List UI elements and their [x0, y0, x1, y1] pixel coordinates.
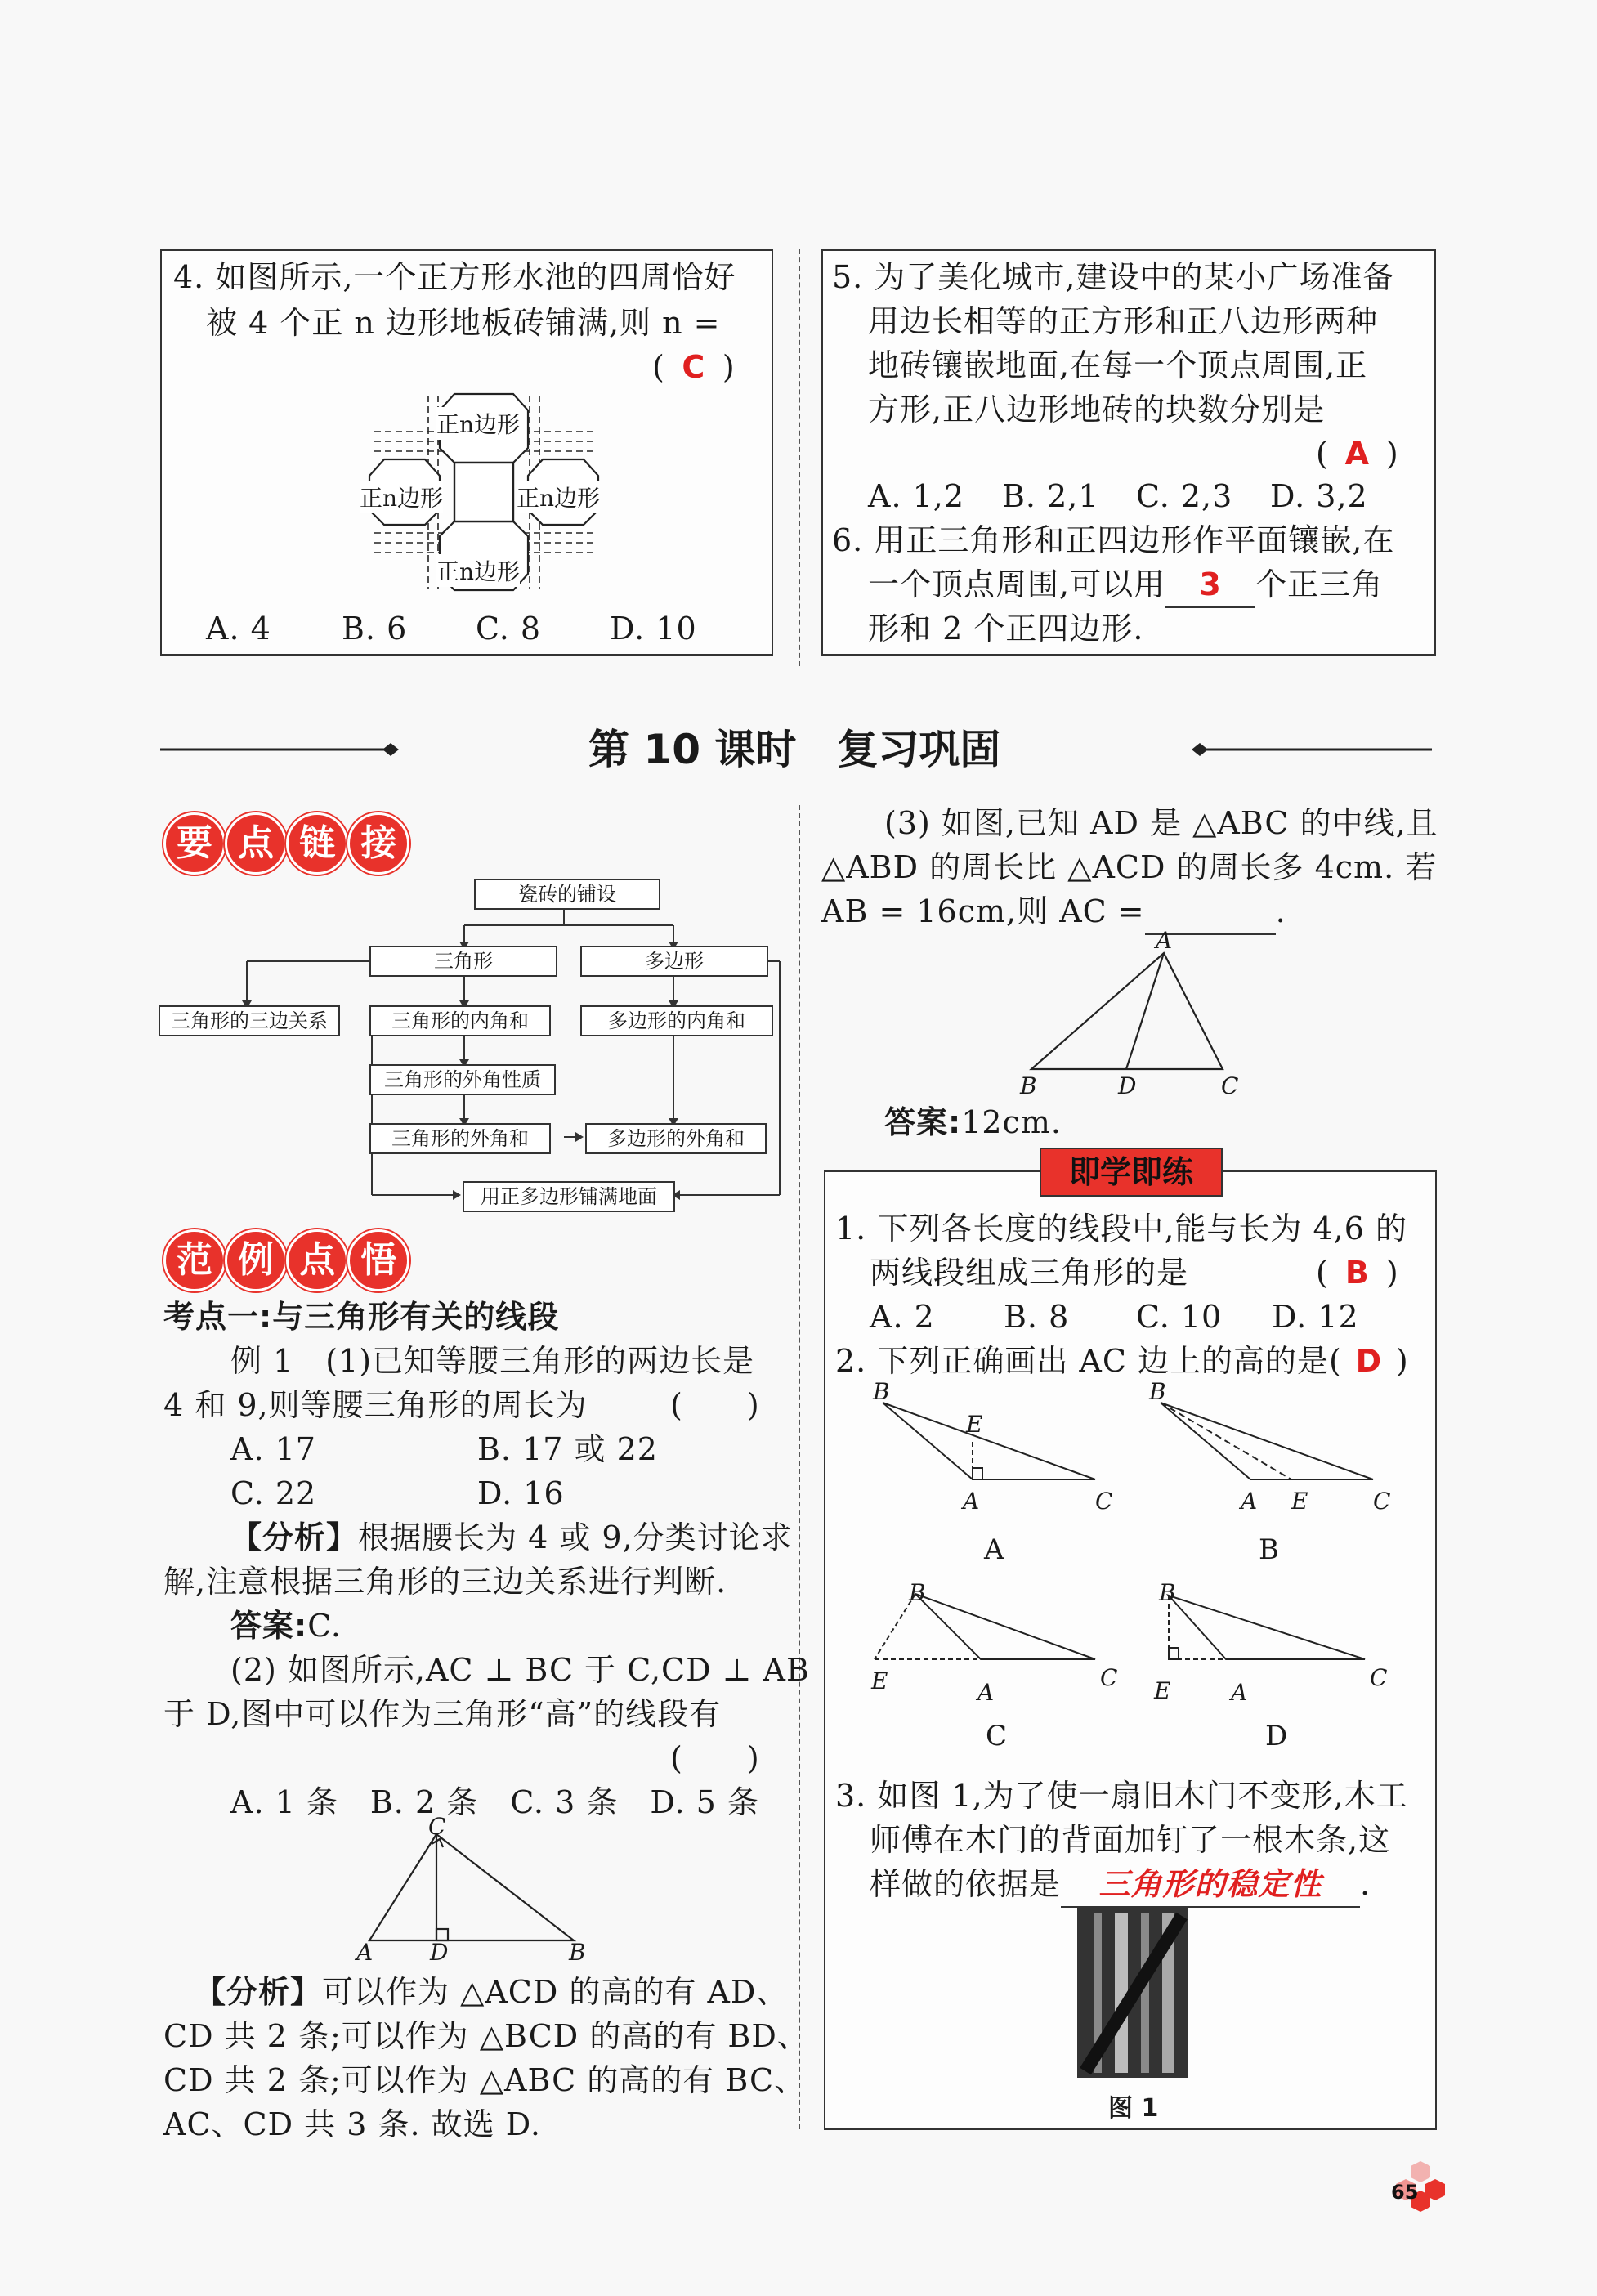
practice-q1-option-c: C. 10	[1136, 1299, 1223, 1335]
ex3-answer	[884, 1100, 1062, 1144]
ex1-fig-label-b: B	[569, 1939, 586, 1966]
column-divider-top	[798, 249, 800, 666]
flowchart-connectors	[155, 875, 793, 1218]
ex1-line2: 4 和 9,则等腰三角形的周长为	[163, 1387, 588, 1423]
q4-tile-label-top: 正n边形	[436, 407, 520, 440]
q2-fig-d-label-b: B	[1159, 1579, 1176, 1606]
q2-fig-b-label-a: A	[1241, 1488, 1258, 1515]
practice-q1-answer: B	[1344, 1255, 1370, 1291]
q2-fig-d-label-e: E	[1154, 1677, 1171, 1704]
practice-q1-option-a: A. 2	[870, 1299, 935, 1335]
ex1-line1: 例 1 (1)已知等腰三角形的两边长是	[230, 1343, 755, 1379]
column-divider-bottom	[798, 805, 800, 2129]
q4-option-b: B. 6	[342, 611, 408, 647]
practice-q3-answer: 三角形的稳定性	[1061, 1862, 1360, 1908]
q4-tile-label-right: 正n边形	[517, 481, 600, 513]
q5-option-a: A. 1,2	[868, 478, 965, 514]
badge-key-points	[163, 812, 405, 875]
q2-fig-b-label-c: C	[1373, 1488, 1391, 1515]
practice-q3-line3: 样做的依据是 三角形的稳定性 .	[870, 1862, 1371, 1908]
ex1-analysis	[230, 1515, 793, 1560]
q4-option-c: C. 8	[476, 611, 542, 647]
ex1-part2-paren: ( )	[670, 1740, 760, 1776]
ex3-answer-value: 12cm.	[961, 1104, 1062, 1140]
practice-q3-line3-text: 样做的依据是	[870, 1866, 1062, 1902]
flow-node-tiling-floor: 用正多边形铺满地面	[463, 1181, 675, 1212]
flow-node-polygon: 多边形	[580, 946, 768, 977]
q5-line4: 方形,正八边形地砖的块数分别是	[868, 392, 1326, 427]
page-number: 65	[1391, 2181, 1419, 2204]
q5-answer-paren: ( A )	[1316, 432, 1399, 476]
q6-line1: 6. 用正三角形和正四边形作平面镶嵌,在	[832, 522, 1395, 558]
q2-fig-b-label-b: B	[1149, 1378, 1166, 1405]
ex1-answer-value: C.	[307, 1608, 342, 1644]
ex3-fig-label-b: B	[1020, 1072, 1037, 1099]
q2-fig-c-label-e: E	[871, 1667, 888, 1694]
badge-examples-char-3: 点	[286, 1229, 348, 1291]
q4-line1: 4. 如图所示,一个正方形水池的四周恰好	[173, 259, 736, 295]
q6-line2-end: 个正三角	[1255, 566, 1384, 602]
q6-answer: 3	[1165, 562, 1255, 608]
badge-examples	[163, 1229, 405, 1291]
q6-line2-start: 一个顶点周围,可以用	[868, 566, 1166, 602]
q6-line2	[868, 562, 1383, 608]
q5-line1: 5. 为了美化城市,建设中的某小广场准备	[832, 259, 1395, 295]
ex1-analysis-tag: 【分析】	[230, 1519, 359, 1555]
q6-line3: 形和 2 个正四边形.	[868, 611, 1144, 647]
q2-fig-d-caption: D	[1265, 1720, 1288, 1752]
q2-fig-a-caption: A	[984, 1533, 1004, 1566]
badge-key-points-char-4: 接	[347, 812, 409, 875]
badge-key-points-char-2: 点	[225, 812, 287, 875]
q5-line3: 地砖镶嵌地面,在每一个顶点周围,正	[868, 347, 1368, 383]
wooden-door-figure	[1077, 1908, 1188, 2078]
ex1-analysis2	[195, 1970, 788, 2014]
ex1-analysis2-line1: 可以作为 △ACD 的高的有 AD、	[322, 1974, 789, 2010]
ex1-part2-options: A. 1 条 B. 2 条 C. 3 条 D. 5 条	[230, 1784, 759, 1820]
q2-fig-a-label-e: E	[966, 1411, 983, 1438]
ex1-answer-tag: 答案:	[230, 1608, 308, 1644]
ex1-fig-label-a: A	[356, 1939, 374, 1966]
q5-option-b: B. 2,1	[1002, 478, 1099, 514]
q5-option-d: D. 3,2	[1270, 478, 1368, 514]
flow-node-triangle: 三角形	[369, 946, 557, 977]
q2-fig-d-label-a: A	[1231, 1679, 1248, 1706]
q2-fig-a-label-b: B	[873, 1378, 890, 1405]
section-title: 第 10 课时 复习巩固	[588, 726, 1001, 773]
ex1-analysis2-line3: CD 共 2 条;可以作为 △ABC 的高的有 BC、	[163, 2062, 807, 2098]
flow-node-triangle-interior-sum: 三角形的内角和	[369, 1005, 551, 1036]
q5-option-c: C. 2,3	[1136, 478, 1233, 514]
q4-answer-paren: ( C )	[652, 345, 736, 389]
ex1-fig-label-d: D	[430, 1939, 449, 1966]
section-title-rule-left	[160, 740, 400, 759]
ex1-part2-line1: (2) 如图所示,AC ⊥ BC 于 C,CD ⊥ AB	[230, 1652, 810, 1688]
ex1-analysis2-line4: AC、CD 共 3 条. 故选 D.	[163, 2106, 541, 2142]
q4-tile-label-bottom: 正n边形	[436, 554, 520, 587]
ex1-analysis-line2: 解,注意根据三角形的三边关系进行判断.	[163, 1564, 727, 1600]
practice-tag: 即学即练	[1040, 1148, 1223, 1197]
q2-fig-b-caption: B	[1259, 1533, 1279, 1566]
ex3-line3-text: AB = 16cm,则 AC =	[821, 893, 1145, 929]
ex1-paren: ( )	[670, 1387, 760, 1423]
q4-option-d: D. 10	[610, 611, 697, 647]
ex1-option-d: D. 16	[477, 1475, 565, 1511]
ex1-answer	[230, 1604, 342, 1648]
flow-node-triangle-sides: 三角形的三边关系	[159, 1005, 340, 1036]
q5-answer: A	[1344, 436, 1371, 472]
practice-q1-paren: ( B )	[1316, 1251, 1399, 1295]
section-title-rule-right	[1190, 740, 1435, 759]
ex1-part2-line2: 于 D,图中可以作为三角形“高”的线段有	[163, 1696, 722, 1732]
practice-q1-line2: 两线段组成三角形的是	[870, 1255, 1189, 1291]
q2-fig-a-label-a: A	[963, 1488, 980, 1515]
ex1-option-b: B. 17 或 22	[477, 1431, 658, 1467]
flow-node-polygon-exterior-sum: 多边形的外角和	[585, 1123, 767, 1154]
practice-q1-line1: 1. 下列各长度的线段中,能与长为 4,6 的	[835, 1211, 1408, 1246]
ex1-right-triangle-figure	[351, 1819, 597, 1958]
ex3-fig-label-d: D	[1118, 1072, 1137, 1099]
figure-1-caption: 图 1	[1108, 2094, 1159, 2123]
ex3-fig-label-a: A	[1156, 927, 1173, 954]
q2-fig-c-label-b: B	[909, 1579, 926, 1606]
badge-examples-char-1: 范	[163, 1229, 226, 1291]
flow-node-polygon-interior-sum: 多边形的内角和	[580, 1005, 773, 1036]
q2-fig-d-label-c: C	[1370, 1664, 1388, 1691]
practice-q2-answer: D	[1355, 1343, 1383, 1379]
ex1-analysis2-line2: CD 共 2 条;可以作为 △BCD 的高的有 BD、	[163, 2018, 809, 2054]
q4-tile-label-left: 正n边形	[360, 481, 443, 513]
ex1-fig-label-c: C	[428, 1813, 446, 1840]
q2-fig-b-label-e: E	[1291, 1488, 1308, 1515]
practice-q1-option-d: D. 12	[1272, 1299, 1359, 1335]
ex1-analysis2-tag: 【分析】	[195, 1974, 323, 2010]
q2-fig-c-caption: C	[986, 1720, 1008, 1752]
ex3-line2: △ABD 的周长比 △ACD 的周长多 4cm. 若	[821, 849, 1438, 885]
badge-examples-char-2: 例	[225, 1229, 287, 1291]
q5-line2: 用边长相等的正方形和正八边形两种	[868, 303, 1379, 339]
flow-node-triangle-exterior-property: 三角形的外角性质	[369, 1064, 556, 1095]
practice-q1-option-b: B. 8	[1004, 1299, 1070, 1335]
ex1-option-c: C. 22	[230, 1475, 317, 1511]
q2-fig-c-label-a: A	[977, 1679, 995, 1706]
q2-fig-a-label-c: C	[1095, 1488, 1113, 1515]
practice-q2-text: 2. 下列正确画出 AC 边上的高的是(	[835, 1343, 1342, 1379]
ex3-line3: AB = 16cm,则 AC = .	[821, 889, 1286, 935]
practice-q2-figures	[858, 1381, 1414, 1708]
flow-node-tiling-root: 瓷砖的铺设	[474, 879, 660, 910]
ex3-fig-label-c: C	[1221, 1072, 1239, 1099]
practice-q2-line1: 2. 下列正确画出 AC 边上的高的是( D )	[835, 1339, 1409, 1383]
ex3-line1: (3) 如图,已知 AD 是 △ABC 的中线,且	[884, 805, 1438, 841]
badge-examples-char-4: 悟	[347, 1229, 409, 1291]
ex1-option-a: A. 17	[230, 1431, 316, 1467]
key-point-heading: 考点一:与三角形有关的线段	[163, 1299, 560, 1335]
ex1-analysis-line1: 根据腰长为 4 或 9,分类讨论求	[358, 1519, 793, 1555]
q2-fig-c-label-c: C	[1100, 1664, 1118, 1691]
q4-answer: C	[682, 349, 706, 385]
ex3-median-triangle-figure	[1013, 932, 1242, 1079]
practice-q3-line1: 3. 如图 1,为了使一扇旧木门不变形,木工	[835, 1778, 1408, 1814]
badge-key-points-char-3: 链	[286, 812, 348, 875]
practice-q3-line2: 师傅在木门的背面加钉了一根木条,这	[870, 1822, 1391, 1858]
q4-line2: 被 4 个正 n 边形地板砖铺满,则 n =	[206, 305, 721, 341]
ex3-answer-tag: 答案:	[884, 1104, 962, 1140]
q4-option-a: A. 4	[206, 611, 271, 647]
flow-node-triangle-exterior-sum: 三角形的外角和	[369, 1123, 551, 1154]
badge-key-points-char-1: 要	[163, 812, 226, 875]
